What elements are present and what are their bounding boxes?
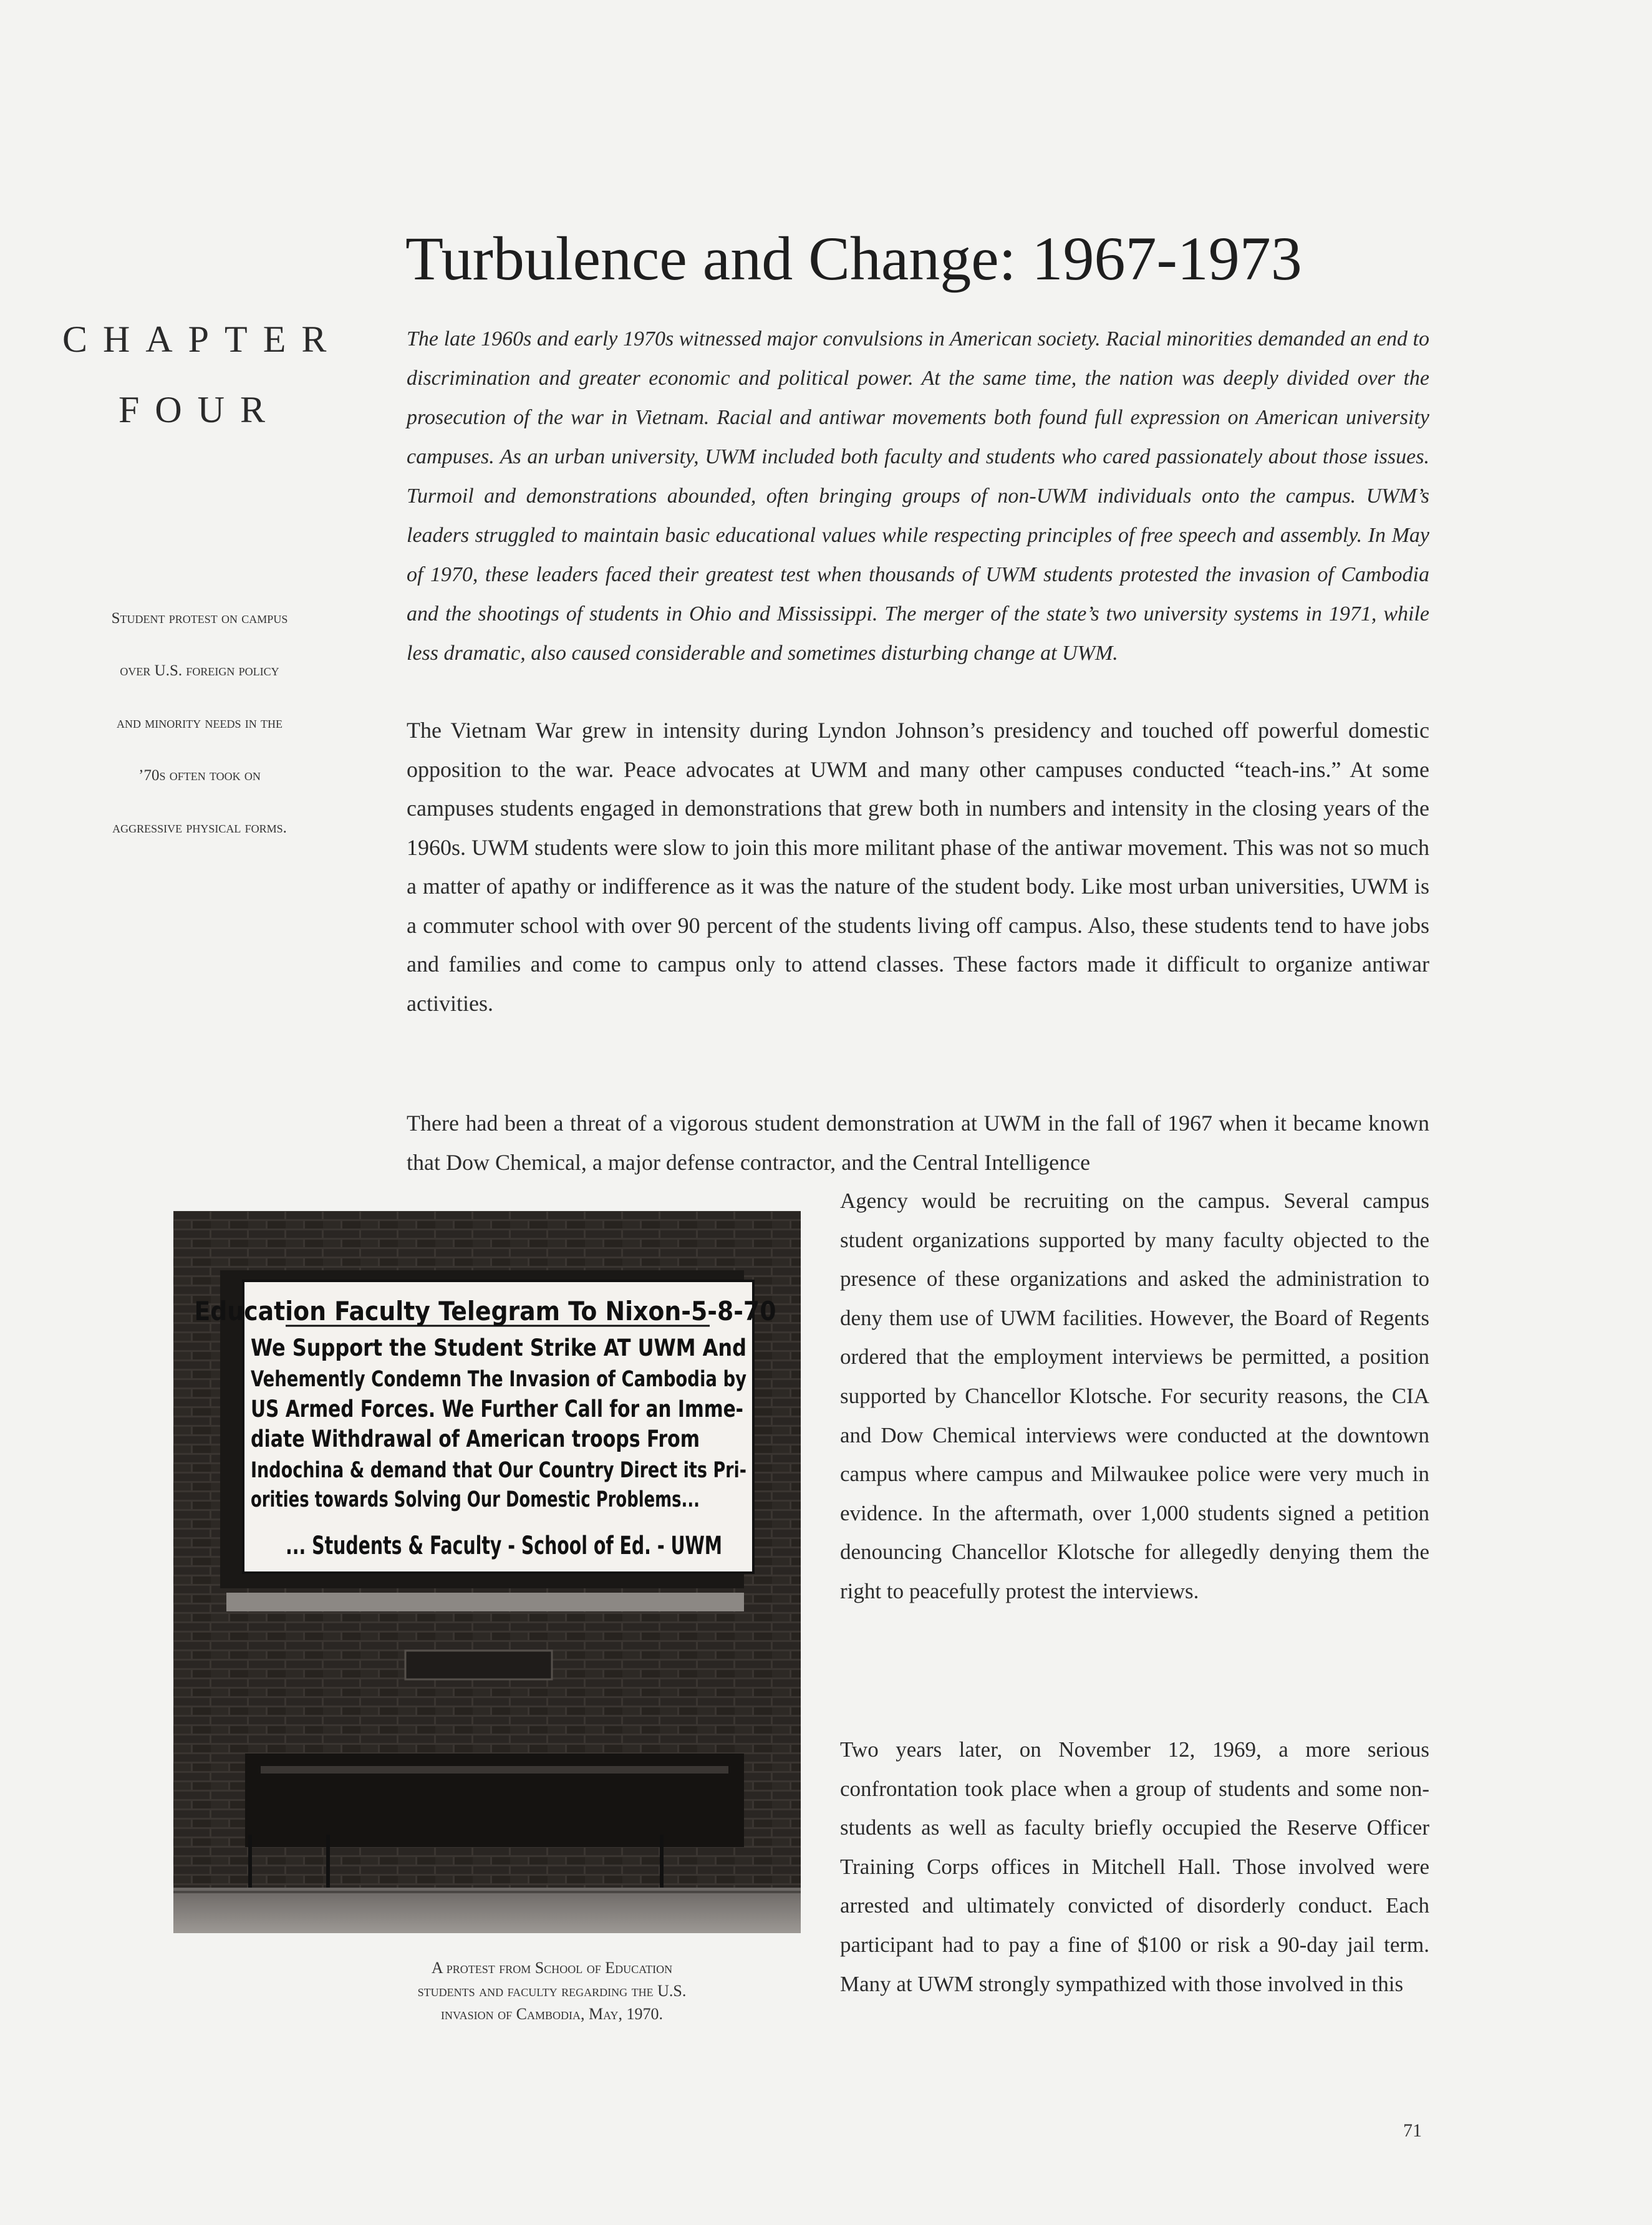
sign-line: Education Faculty Telegram To Nixon-5-8-70: [194, 1296, 776, 1326]
chapter-number: FOUR: [118, 389, 281, 430]
page-number: 71: [1403, 2120, 1422, 2141]
sign-line: We Support the Student Strike AT UWM And: [251, 1335, 746, 1361]
protest-photo: [173, 1211, 801, 1933]
sign-line: Vehemently Condemn The Invasion of Cambodia by: [251, 1367, 746, 1392]
body-paragraph-2-continued: Agency would be recruiting on the campus. Several campus student organizations supported by many faculty objected to the presence of these organizations and asked the administration to deny them use of UWM facilities. However, the Board of Regents ordered that the employment interviews be permitted, a position supported by Chancellor Klotsche. For security reasons, the CIA and Dow Chemical interviews were conducted at the downtown campus where campus and Milwaukee police were very much in evidence. In the aftermath, over 1,000 students signed a petition denouncing Chancellor Klotsche for allegedly denying them the right to peacefully protest the interviews.: [840, 1189, 1429, 1603]
caption-line: A protest from School of Education: [431, 1959, 673, 1977]
sidebar-note-line: and minority needs in the: [117, 715, 283, 731]
protest-photo-graphic: [173, 1211, 801, 1933]
caption-line: invasion of Cambodia, May, 1970.: [441, 2005, 663, 2023]
chapter-intro: The late 1960s and early 1970s witnessed major convulsions in American society. Racial minorities demanded an end to discrimination and greater economic and political power. At the same time, the nation was deeply divided over the prosecution of the war in Vietnam. Racial and antiwar movements both found full expression on American university campuses. As an urban university, UWM included both faculty and students who cared passionately about those issues. Turmoil and demonstrations abounded, often bringing groups of non-UWM individuals onto the campus. UWM’s leaders struggled to maintain basic educational values while respecting principles of free speech and assembly. In May of 1970, these leaders faced their greatest test when thousands of UWM students protested the invasion of Cambodia and the shootings of students in Ohio and Mississippi. The merger of the state’s two university systems in 1971, while less dramatic, also caused considerable and sometimes disturbing change at UWM.: [407, 327, 1429, 665]
sidebar-note-line: over U.S. foreign policy: [120, 662, 279, 679]
chapter-title: Turbulence and Change: 1967-1973: [405, 224, 1302, 293]
body-paragraph-1: The Vietnam War grew in intensity during Lyndon Johnson’s presidency and touched off powerful domestic opposition to the war. Peace advocates at UWM and many other campuses conducted “teach-ins.” At some campuses students engaged in demonstrations that grew both in numbers and intensity in the closing years of the 1960s. UWM students were slow to join this more militant phase of the antiwar movement. This was not so much a matter of apathy or indifference as it was the nature of the student body. Like most urban universities, UWM is a commuter school with over 90 percent of the students living off campus. Also, these students tend to have jobs and families and come to campus only to attend classes. These factors made it difficult to organize antiwar activities.: [407, 718, 1429, 1016]
sign-line: US Armed Forces. We Further Call for an Imme-: [251, 1396, 743, 1422]
chapter-label: CHAPTER: [62, 319, 342, 360]
sidebar-note-line: ’70s often took on: [138, 767, 261, 784]
body-paragraph-2: There had been a threat of a vigorous student demonstration at UWM in the fall of 1967 when it became known that Dow Chemical, a major defense contractor, and the Central Intelligence: [407, 1111, 1429, 1175]
caption-line: students and faculty regarding the U.S.: [417, 1982, 687, 2000]
sidebar-note-line: Student protest on campus: [111, 610, 288, 627]
sidebar-note: [62, 605, 337, 867]
body-paragraph-3: Two years later, on November 12, 1969, a more serious confrontation took place when a group of students and some non-students as well as faculty briefly occupied the Reserve Officer Training Corps offices in Mitchell Hall. Those involved were arrested and ultimately convicted of disorderly conduct. Each participant had to pay a fine of $100 or risk a 90-day jail term. Many at UWM strongly sympathized with those involved in this: [840, 1737, 1429, 1996]
sign-line: Indochina & demand that Our Country Direct its Pri-: [251, 1458, 746, 1483]
sign-line: orities towards Solving Our Domestic Problems...: [251, 1487, 700, 1512]
sign-line: diate Withdrawal of American troops From: [251, 1426, 700, 1452]
sidebar-note-line: aggressive physical forms.: [112, 819, 287, 836]
sign-line: ... Students & Faculty - School of Ed. - UWM: [286, 1532, 722, 1560]
photo-caption: [340, 1956, 764, 2025]
